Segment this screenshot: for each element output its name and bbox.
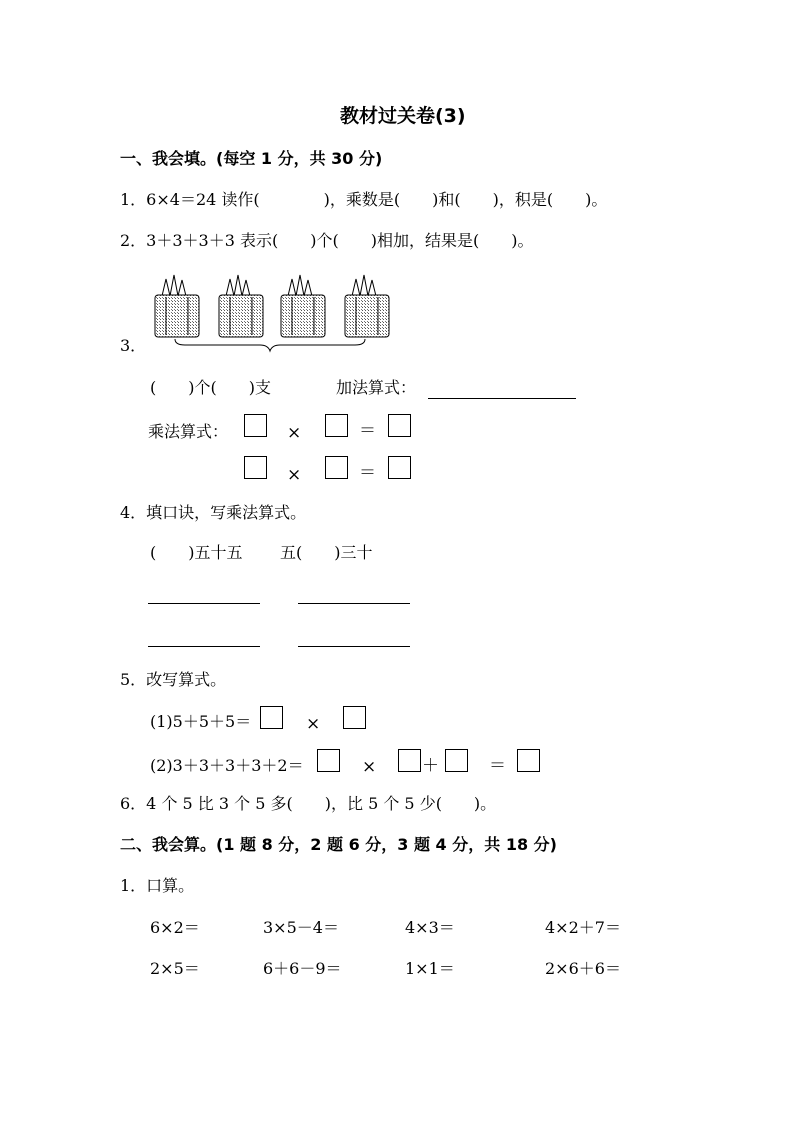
answer-box[interactable] bbox=[325, 456, 348, 479]
times-sign: × bbox=[287, 423, 302, 443]
section1-heading: 一、我会填。(每空 1 分，共 30 分) bbox=[120, 149, 383, 168]
oral-calc-item: 4×3＝ bbox=[405, 918, 455, 937]
answer-box[interactable] bbox=[388, 456, 411, 479]
addition-answer-line[interactable] bbox=[428, 398, 576, 399]
answer-box[interactable] bbox=[398, 749, 421, 772]
plus-sign: ＋ bbox=[422, 756, 439, 776]
question-1: 1．6×4＝24 读作( )，乘数是( )和( )，积是( )。 bbox=[120, 190, 608, 209]
brace-icon bbox=[175, 339, 365, 351]
question-4: 4．填口诀，写乘法算式。 bbox=[120, 503, 307, 522]
oral-calc-item: 4×2＋7＝ bbox=[545, 918, 621, 937]
pencil-cup-icon bbox=[219, 275, 263, 337]
times-sign: × bbox=[287, 465, 302, 485]
answer-line[interactable] bbox=[298, 603, 410, 604]
times-sign: × bbox=[362, 757, 377, 777]
question-2: 2．3＋3＋3＋3 表示( )个( )相加，结果是( )。 bbox=[120, 231, 534, 250]
question-5: 5．改写算式。 bbox=[120, 670, 227, 689]
oral-calc-item: 1×1＝ bbox=[405, 959, 455, 978]
answer-line[interactable] bbox=[148, 603, 260, 604]
times-sign: × bbox=[306, 714, 321, 734]
answer-line[interactable] bbox=[148, 646, 260, 647]
answer-box[interactable] bbox=[388, 414, 411, 437]
oral-calc-item: 6×2＝ bbox=[150, 918, 200, 937]
answer-box[interactable] bbox=[260, 706, 283, 729]
answer-box[interactable] bbox=[325, 414, 348, 437]
oral-calc-item: 6＋6－9＝ bbox=[263, 959, 342, 978]
equals-sign: ＝ bbox=[359, 421, 376, 441]
q5-sub1: (1)5＋5＋5＝ bbox=[150, 712, 252, 731]
question-3-counts: ( )个( )支 bbox=[150, 378, 271, 397]
answer-box[interactable] bbox=[317, 749, 340, 772]
oral-calc-item: 2×5＝ bbox=[150, 959, 200, 978]
question-6: 6．4 个 5 比 3 个 5 多( )，比 5 个 5 少( )。 bbox=[120, 794, 497, 813]
section2-heading: 二、我会算。(1 题 8 分，2 题 6 分，3 题 4 分，共 18 分) bbox=[120, 835, 557, 854]
pencil-cups-figure bbox=[150, 265, 400, 355]
answer-box[interactable] bbox=[244, 414, 267, 437]
question-3-number: 3． bbox=[120, 336, 147, 355]
answer-line[interactable] bbox=[298, 646, 410, 647]
page-title: 教材过关卷(3) bbox=[340, 105, 466, 127]
q5-sub2: (2)3＋3＋3＋3＋2＝ bbox=[150, 756, 304, 775]
pencil-cup-icon bbox=[155, 275, 199, 337]
section2-question-1: 1．口算。 bbox=[120, 876, 195, 895]
multiplication-label: 乘法算式： bbox=[148, 422, 229, 441]
answer-box[interactable] bbox=[244, 456, 267, 479]
oral-calc-item: 3×5－4＝ bbox=[263, 918, 339, 937]
pencil-cup-icon bbox=[281, 275, 325, 337]
equals-sign: ＝ bbox=[489, 756, 506, 776]
addition-label: 加法算式： bbox=[336, 378, 417, 397]
answer-box[interactable] bbox=[343, 706, 366, 729]
equals-sign: ＝ bbox=[359, 463, 376, 483]
pencil-cup-icon bbox=[345, 275, 389, 337]
answer-box[interactable] bbox=[445, 749, 468, 772]
answer-box[interactable] bbox=[517, 749, 540, 772]
mnemonic-2: 五( )三十 bbox=[280, 543, 373, 562]
oral-calc-item: 2×6＋6＝ bbox=[545, 959, 621, 978]
mnemonic-1: ( )五十五 bbox=[150, 543, 243, 562]
